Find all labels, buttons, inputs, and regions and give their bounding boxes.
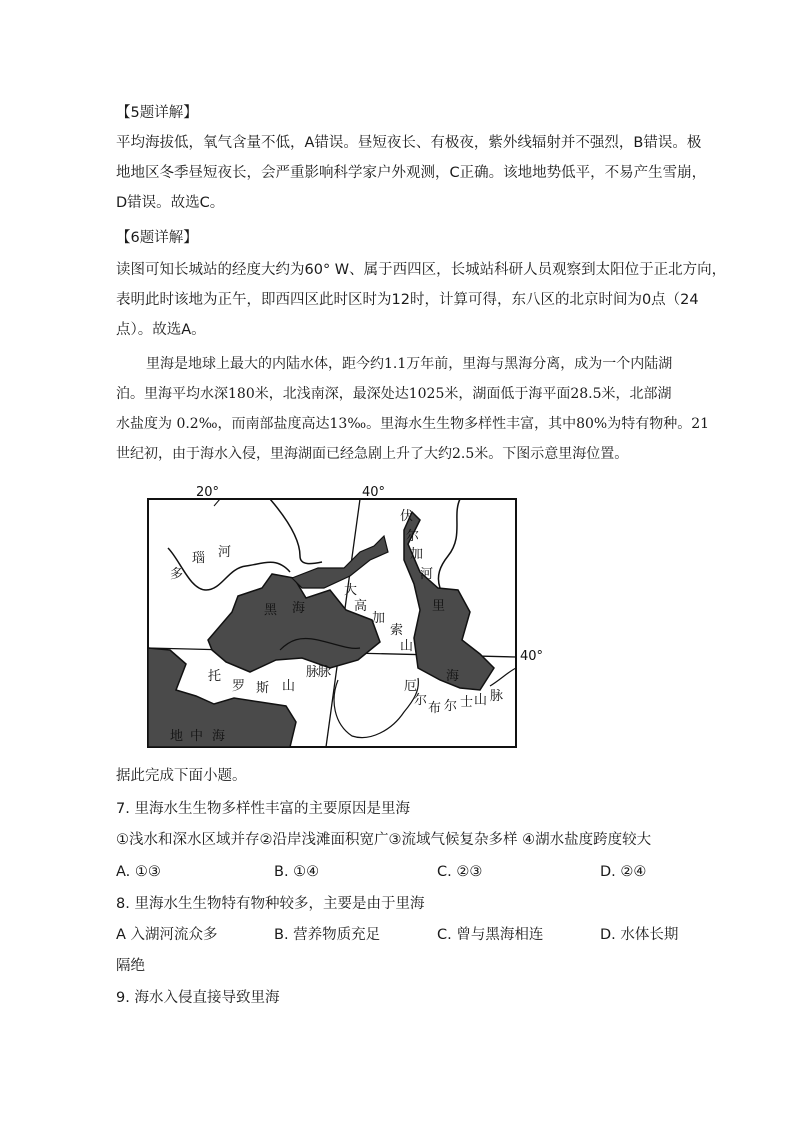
- med-char-2: 中: [190, 729, 204, 744]
- caspian-char-1: 里: [432, 599, 446, 614]
- danube-char-3: 河: [218, 545, 232, 560]
- danube-char-1: 多: [170, 567, 184, 582]
- passage-line-2: 泊。里海平均水深180米，北浅南深，最深处达1025米，湖面低于海平面28.5米，北部湖: [116, 386, 672, 402]
- q6-line-2: 表明此时该地为正午，即西四区此时区时为12时，计算可得，东八区的北京时间为0点（24: [116, 292, 699, 308]
- q5-line-2: 地地区冬季昼短夜长，会严重影响科学家户外观测，C正确。该地地势低平，不易产生雪崩，: [116, 165, 707, 181]
- q8-option-d-wrap: 隔绝: [116, 958, 145, 974]
- caucasus-char-4: 索: [390, 623, 404, 638]
- taurus-char-1: 托: [208, 669, 222, 684]
- q8-option-b[interactable]: B. 营养物质充足: [274, 927, 381, 943]
- volga-char-4: 河: [420, 567, 434, 582]
- q5-heading: 【5题详解】: [116, 105, 198, 121]
- taurus-char-2: 罗: [232, 679, 246, 694]
- after-map-text: 据此完成下面小题。: [116, 768, 247, 784]
- volga-char-1: 伏: [400, 509, 414, 524]
- q7-stem: 7. 里海水生生物多样性丰富的主要原因是里海: [116, 801, 410, 817]
- caucasus-char-5: 山: [400, 639, 414, 654]
- q8-option-d[interactable]: D. 水体长期: [600, 927, 679, 943]
- lon-label-40: 40°: [362, 485, 386, 500]
- med-char-3: 海: [212, 729, 226, 744]
- q5-line-3: D错误。故选C。: [116, 195, 225, 211]
- taurus-char-5: 脉: [306, 665, 320, 680]
- passage-line-1: 里海是地球上最大的内陆水体，距今约1.1万年前，里海与黑海分离，成为一个内陆湖: [146, 356, 673, 372]
- q7-statements: ①浅水和深水区域并存②沿岸浅滩面积宽广③流域气候复杂多样 ④湖水盐度跨度较大: [116, 832, 652, 848]
- caucasus-char-2: 高: [354, 599, 368, 614]
- passage-line-4: 世纪初，由于海水入侵，里海湖面已经急剧上升了大约2.5米。下图示意里海位置。: [116, 446, 629, 462]
- q7-option-b[interactable]: B. ①④: [274, 864, 320, 880]
- elburz-char-7: 脉: [490, 689, 504, 704]
- caucasus-char-6: 脉: [318, 665, 332, 680]
- volga-char-3: 加: [410, 547, 424, 562]
- caucasus-char-3: 加: [372, 611, 386, 626]
- q6-line-3: 点）。故选A。: [116, 322, 206, 338]
- lat-label-40: 40°: [520, 649, 544, 664]
- caucasus-char-1: 大: [344, 583, 358, 598]
- danube-char-2: 瑙: [192, 551, 206, 566]
- caspian-char-2: 海: [446, 669, 460, 684]
- taurus-char-4: 山: [282, 679, 296, 694]
- elburz-char-5: 士: [460, 695, 474, 710]
- elburz-char-6: 山: [474, 693, 488, 708]
- elburz-char-2: 尔: [414, 693, 428, 708]
- q9-stem: 9. 海水入侵直接导致里海: [116, 990, 280, 1006]
- q5-line-1: 平均海拔低，氧气含量不低，A错误。昼短夜长、有极夜，紫外线辐射并不强烈，B错误。极: [116, 135, 702, 151]
- q8-option-a[interactable]: A 入湖河流众多: [116, 927, 218, 943]
- q7-option-a[interactable]: A. ①③: [116, 864, 161, 880]
- q8-stem: 8. 里海水生生物特有物种较多，主要是由于里海: [116, 896, 425, 912]
- q6-heading: 【6题详解】: [116, 230, 198, 246]
- black-sea-char-2: 海: [292, 601, 306, 616]
- volga-char-2: 尔: [406, 529, 420, 544]
- q6-line-1: 读图可知长城站的经度大约为60° W、属于西四区，长城站科研人员观察到太阳位于正北方向，: [116, 262, 727, 278]
- q8-option-c[interactable]: C. 曾与黑海相连: [437, 927, 544, 943]
- passage-line-3: 水盐度为 0.2‰，而南部盐度高达13‰。里海水生生物多样性丰富，其中80%为特有物种。21: [116, 416, 710, 432]
- taurus-char-3: 斯: [256, 681, 270, 696]
- med-char-1: 地: [170, 729, 184, 744]
- lon-label-20: 20°: [196, 485, 220, 500]
- black-sea-char-1: 黑: [264, 603, 278, 618]
- elburz-char-4: 尔: [444, 699, 458, 714]
- elburz-char-3: 布: [428, 701, 442, 716]
- q7-option-d[interactable]: D. ②④: [600, 864, 647, 880]
- q7-option-c[interactable]: C. ②③: [437, 864, 483, 880]
- elburz-char-1: 厄: [404, 679, 418, 694]
